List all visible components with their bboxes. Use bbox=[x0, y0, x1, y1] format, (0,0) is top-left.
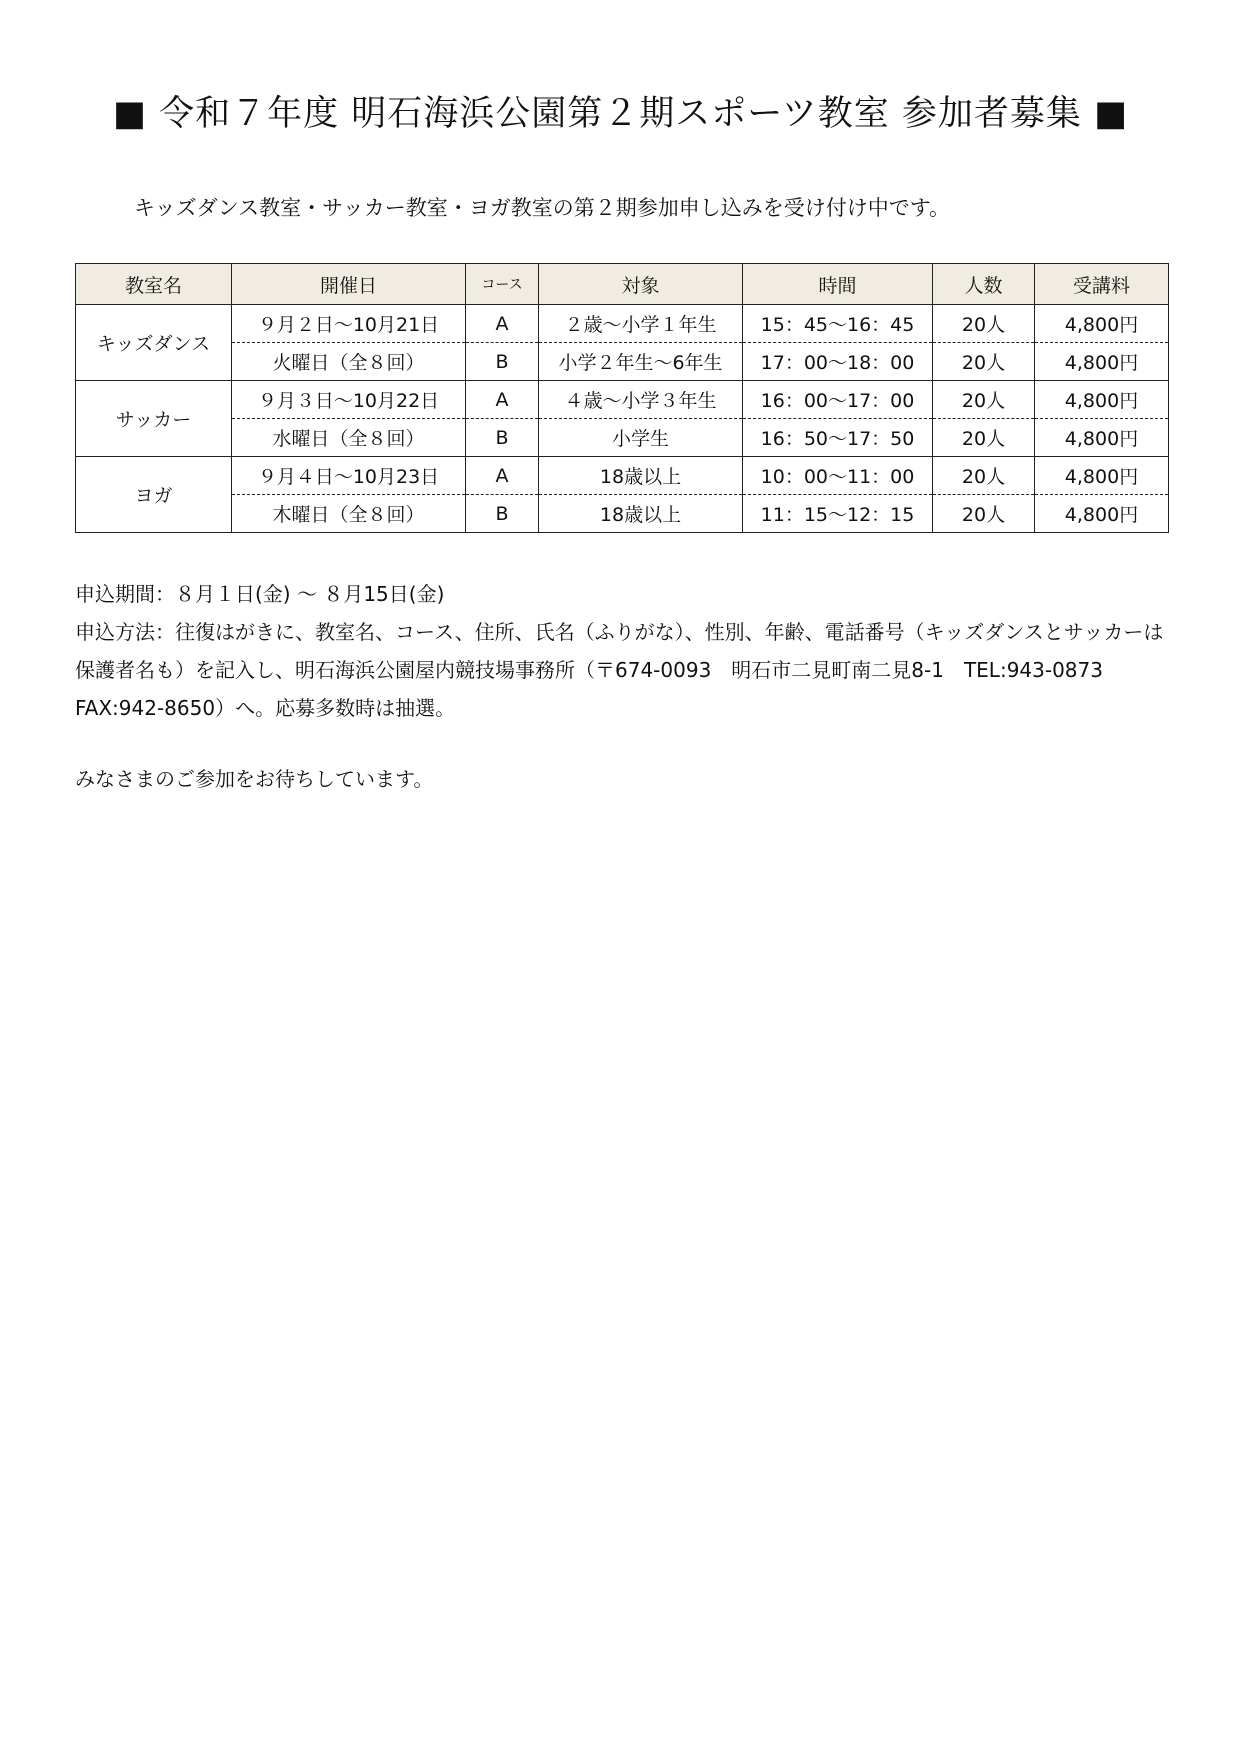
course-cell: A bbox=[466, 457, 539, 495]
course-cell: B bbox=[466, 495, 539, 533]
capacity-cell: 20人 bbox=[933, 495, 1035, 533]
header-fee: 受講料 bbox=[1035, 264, 1169, 305]
target-cell: 18歳以上 bbox=[539, 457, 743, 495]
header-dates: 開催日 bbox=[232, 264, 466, 305]
fee-cell: 4,800円 bbox=[1035, 305, 1169, 343]
table-row bbox=[76, 305, 1169, 343]
weekday-cell: 木曜日（全８回） bbox=[232, 495, 466, 533]
class-schedule-table bbox=[75, 263, 1169, 533]
fee-cell: 4,800円 bbox=[1035, 457, 1169, 495]
header-course: コース bbox=[466, 264, 539, 305]
closing-text: みなさまのご参加をお待ちしています。 bbox=[75, 767, 434, 791]
dates-cell: ９月４日〜10月23日 bbox=[232, 457, 466, 495]
application-method: 申込方法：往復はがきに、教室名、コース、住所、氏名（ふりがな）、性別、年齢、電話番号（キッズダンスとサッカーは保護者名も）を記入し、明石海浜公園屋内競技場事務所（〒674-0093 明石市二見町南二見8-1 TEL:943-0873 FAX:942-8650）へ。応募多数時は抽選。 bbox=[75, 620, 1164, 720]
weekday-cell: 火曜日（全８回） bbox=[232, 343, 466, 381]
time-cell: 16：50〜17：50 bbox=[743, 419, 933, 457]
fee-cell: 4,800円 bbox=[1035, 343, 1169, 381]
table-header-row bbox=[76, 264, 1169, 305]
header-time: 時間 bbox=[743, 264, 933, 305]
capacity-cell: 20人 bbox=[933, 381, 1035, 419]
table-row bbox=[76, 495, 1169, 533]
table-row bbox=[76, 457, 1169, 495]
time-cell: 11：15〜12：15 bbox=[743, 495, 933, 533]
header-class-name: 教室名 bbox=[76, 264, 232, 305]
target-cell: 18歳以上 bbox=[539, 495, 743, 533]
table-row bbox=[76, 381, 1169, 419]
target-cell: 小学２年生〜6年生 bbox=[539, 343, 743, 381]
time-cell: 16：00〜17：00 bbox=[743, 381, 933, 419]
header-target: 対象 bbox=[539, 264, 743, 305]
capacity-cell: 20人 bbox=[933, 343, 1035, 381]
time-cell: 15：45〜16：45 bbox=[743, 305, 933, 343]
intro-text: キッズダンス教室・サッカー教室・ヨガ教室の第２期参加申し込みを受け付け中です。 bbox=[134, 196, 951, 220]
target-cell: ４歳〜小学３年生 bbox=[539, 381, 743, 419]
course-cell: A bbox=[466, 381, 539, 419]
capacity-cell: 20人 bbox=[933, 419, 1035, 457]
class-name-cell: サッカー bbox=[76, 381, 232, 457]
fee-cell: 4,800円 bbox=[1035, 381, 1169, 419]
application-period: 申込期間：８月１日(金) 〜 ８月15日(金) bbox=[75, 582, 445, 606]
time-cell: 10：00〜11：00 bbox=[743, 457, 933, 495]
course-cell: B bbox=[466, 419, 539, 457]
course-cell: B bbox=[466, 343, 539, 381]
application-info bbox=[75, 575, 1168, 727]
table-row bbox=[76, 419, 1169, 457]
class-name-cell: ヨガ bbox=[76, 457, 232, 533]
weekday-cell: 水曜日（全８回） bbox=[232, 419, 466, 457]
header-capacity: 人数 bbox=[933, 264, 1035, 305]
fee-cell: 4,800円 bbox=[1035, 419, 1169, 457]
time-cell: 17：00〜18：00 bbox=[743, 343, 933, 381]
capacity-cell: 20人 bbox=[933, 305, 1035, 343]
target-cell: 小学生 bbox=[539, 419, 743, 457]
course-cell: A bbox=[466, 305, 539, 343]
dates-cell: ９月３日〜10月22日 bbox=[232, 381, 466, 419]
dates-cell: ９月２日〜10月21日 bbox=[232, 305, 466, 343]
capacity-cell: 20人 bbox=[933, 457, 1035, 495]
class-name-cell: キッズダンス bbox=[76, 305, 232, 381]
target-cell: ２歳〜小学１年生 bbox=[539, 305, 743, 343]
fee-cell: 4,800円 bbox=[1035, 495, 1169, 533]
table-row bbox=[76, 343, 1169, 381]
document-title: ■ 令和７年度 明石海浜公園第２期スポーツ教室 参加者募集 ■ bbox=[112, 94, 1129, 134]
